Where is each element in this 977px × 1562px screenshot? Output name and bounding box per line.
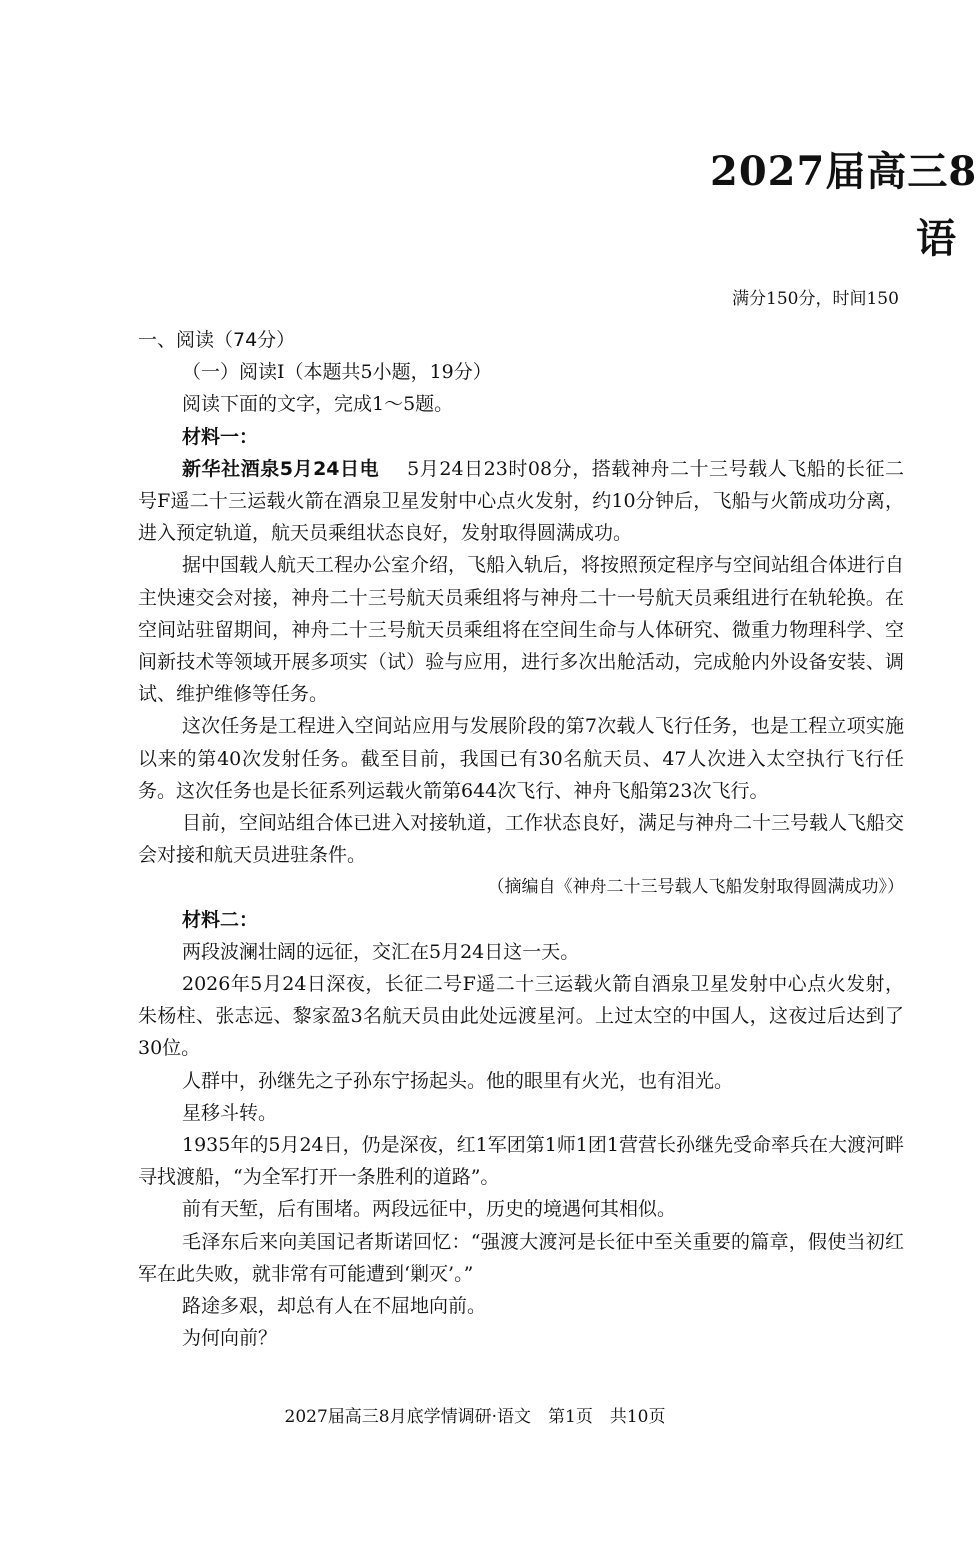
material-1-label: 材料一：: [182, 425, 259, 448]
material-1-paragraph: [138, 453, 904, 550]
material-2-paragraph: 前有天堑，后有围堵。两段远征中，历史的境遇何其相似。: [182, 1198, 677, 1221]
material-2-paragraph: 路途多艰，却总有人在不屈地向前。: [182, 1295, 487, 1318]
reading-content: [138, 324, 904, 1355]
paragraph-text: 5月24日23时08分，搭载神舟二十三号载人飞船的长征二号F遥二十三运载火箭在酒泉卫星发射中心点火发射，约10分钟后，飞船与火箭成功分离，进入预定轨道，航天员乘组状态良好，发射取得圆满成功。: [138, 457, 904, 545]
sub-section-heading: （一）阅读Ⅰ（本题共5小题，19分）: [182, 361, 492, 384]
material-2-paragraph: 人群中，孙继先之子孙东宁扬起头。他的眼里有火光，也有泪光。: [182, 1069, 734, 1092]
material-2-paragraph: 毛泽东后来向美国记者斯诺回忆：“强渡大渡河是长征中至关重要的篇章，假使当初红军在此失败，就非常有可能遭到‘剿灭’。”: [138, 1230, 904, 1285]
section-heading: 一、阅读（74分）: [138, 329, 296, 351]
exam-title: 2027届高三8: [710, 148, 977, 195]
material-1-paragraph: 据中国载人航天工程办公室介绍，飞船入轨后，将按照预定程序与空间站组合体进行自主快速交会对接，神舟二十三号航天员乘组将与神舟二十一号航天员乘组进行在轨轮换。在空间站驻留期间，神舟二十三号航天员乘组将在空间生命与人体研究、微重力物理科学、空间新技术等领域开展多项实（试）验与应用，进行多次出舱活动，完成舱内外设备安装、调试、维护维修等任务。: [138, 554, 905, 706]
material-2-label: 材料二：: [182, 908, 259, 931]
material-2-paragraph: 2026年5月24日深夜，长征二号F遥二十三运载火箭自酒泉卫星发射中心点火发射，朱杨柱、张志远、黎家盈3名航天员由此处远渡星河。上过太空的中国人，这夜过后达到了30位。: [138, 973, 904, 1060]
material-2-paragraph: 为何向前？: [182, 1327, 278, 1350]
instruction: 阅读下面的文字，完成1～5题。: [182, 393, 454, 416]
subject-title: 语: [916, 215, 956, 262]
material-1-source: （摘编自《神舟二十三号载人飞船发射取得圆满成功》）: [487, 877, 904, 898]
dateline: 新华社酒泉5月24日电: [182, 457, 380, 480]
material-2-paragraph: 1935年的5月24日，仍是深夜，红1军团第1师1团1营营长孙继先受命率兵在大渡河畔寻找渡船，“为全军打开一条胜利的道路”。: [138, 1134, 904, 1189]
score-time-info: 满分150分，时间150: [732, 289, 899, 309]
material-1-paragraph: 这次任务是工程进入空间站应用与发展阶段的第7次载人飞行任务，也是工程立项实施以来的第40次发射任务。截至目前，我国已有30名航天员、47人次进入太空执行飞行任务。这次任务也是长征系列运载火箭第644次飞行、神舟飞船第23次飞行。: [138, 715, 904, 802]
page-footer: 2027届高三8月底学情调研·语文 第1页 共10页: [284, 1407, 666, 1427]
material-2-paragraph: 两段波澜壮阔的远征，交汇在5月24日这一天。: [182, 940, 580, 963]
material-1-paragraph: 目前，空间站组合体已进入对接轨道，工作状态良好，满足与神舟二十三号载人飞船交会对接和航天员进驻条件。: [138, 812, 905, 867]
material-2-paragraph: 星移斗转。: [182, 1101, 278, 1124]
